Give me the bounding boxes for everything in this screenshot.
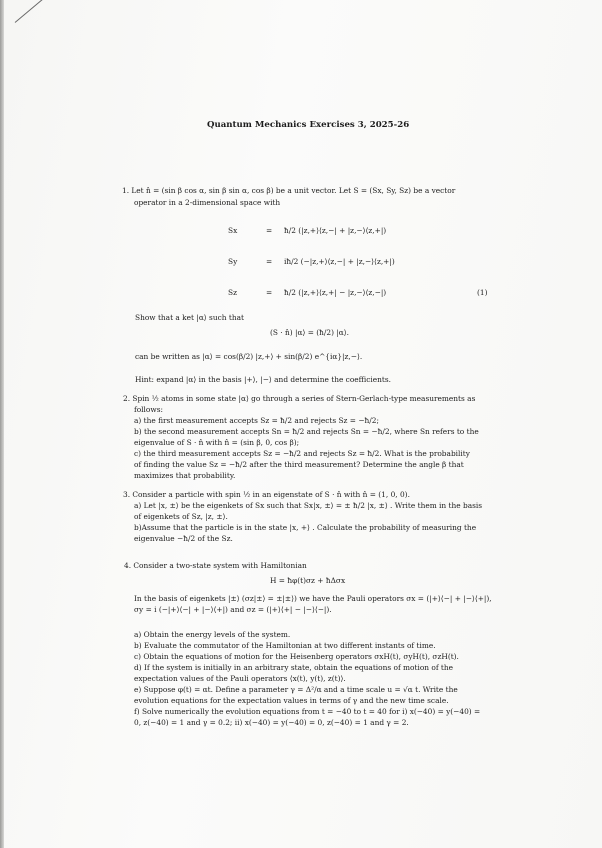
problem-1-line-2: operator in a 2-dimensional space with [134,198,281,207]
problem-4-hamiltonian: H = ħφ(t)σz + ħΔσx [270,576,346,585]
problem-4-line-1: 4. Consider a two-state system with Hamiltonian [124,561,307,570]
problem-2-line-1: 2. Spin ½ atoms in some state |α⟩ go through a series of Stern-Gerlach-type measurements as [123,394,476,403]
problem-1-line-1: 1. Let n̂ = (sin β cos α, sin β sin α, cos β) be a unit vector. Let S = (Sx, Sy, Sz) be a vector [122,186,456,195]
equation-sz-lhs: Sz [228,288,237,297]
problem-4-item-b: b) Evaluate the commutator of the Hamiltonian at two different instants of time. [134,641,436,650]
problem-4-item-f-line-2: 0, z(−40) = 1 and γ = 0.2; ii) x(−40) = y(−40) = 0, z(−40) = 1 and γ = 2. [134,718,409,727]
problem-1-hint: Hint: expand |α⟩ in the basis |+⟩, |−⟩ and determine the coefficients. [135,375,392,384]
equation-sx: Sx = ħ/2 (|z,+⟩⟨z,−| + |z,−⟩⟨z,+|) [228,226,387,235]
equation-number: (1) [477,288,488,297]
page-edge-shadow [0,0,4,848]
problem-1-eigen-equation: (S · n̂) |α⟩ = (ħ/2) |α⟩. [270,328,350,337]
problem-4-line-3: σy = i (−|+⟩⟨−| + |−⟩⟨+|) and σz = (|+⟩⟨+| − |−⟩⟨−|). [134,605,332,614]
problem-4-item-a: a) Obtain the energy levels of the system. [134,630,291,639]
equation-sy: Sy = iħ/2 (−|z,+⟩⟨z,−| + |z,−⟩⟨z,+|) [228,257,395,266]
problem-4-line-2: In the basis of eigenkets |±⟩ (σz|±⟩ = ±|±⟩) we have the Pauli operators σx = (|+⟩⟨−| + |−⟩⟨+|), [134,594,492,603]
equation-sy-rhs: iħ/2 (−|z,+⟩⟨z,−| + |z,−⟩⟨z,+|) [284,257,395,266]
problem-1-show: Show that a ket |α⟩ such that [135,313,244,322]
problem-2-line-5: eigenvalue of S · n̂ with n̂ = (sin β, 0, cos β); [134,438,300,447]
equation-sy-lhs: Sy [228,257,238,266]
problem-4-item-d-line-1: d) If the system is initially in an arbitrary state, obtain the equations of motion of the [134,663,454,672]
problem-3-line-3: of eigenkets of Sz, |z, ±⟩. [134,512,228,521]
problem-3-line-4: b)Assume that the particle is in the state |x, +⟩ . Calculate the probability of measuring the [134,523,477,532]
problem-4-item-d-line-2: expectation values of the Pauli operators ⟨x(t), y(t), z(t)⟩. [134,674,346,683]
problem-2-line-6: c) the third measurement accepts Sz = −ħ/2 and rejects Sz = ħ/2. What is the probability [134,449,470,458]
pen-mark [15,0,45,23]
page-title: Quantum Mechanics Exercises 3, 2025-26 [207,120,410,130]
equation-sx-rhs: ħ/2 (|z,+⟩⟨z,−| + |z,−⟩⟨z,+|) [284,226,387,235]
problem-4-item-e-line-2: evolution equations for the expectation values in terms of γ and the new time scale. [134,696,449,705]
problem-3-line-2: a) Let |x, ±⟩ be the eigenkets of Sx such that Sx|x, ±⟩ = ± ħ/2 |x, ±⟩ . Write them in the basis [134,501,483,510]
equation-sx-lhs: Sx [228,226,238,235]
problem-2-line-2: follows: [134,405,163,414]
equation-sz: Sz = ħ/2 (|z,+⟩⟨z,+| − |z,−⟩⟨z,−|) [228,288,387,297]
equation-sz-rhs: ħ/2 (|z,+⟩⟨z,+| − |z,−⟩⟨z,−|) [284,288,387,297]
problem-3-line-1: 3. Consider a particle with spin ½ in an eigenstate of S · n̂ with n̂ = (1, 0, 0). [123,490,410,499]
problem-2-line-8: maximizes that probability. [134,471,236,480]
problem-2-line-4: b) the second measurement accepts Sn = ħ/2 and rejects Sn = −ħ/2, where Sn refers to the [134,427,479,436]
problem-2-line-3: a) the first measurement accepts Sz = ħ/2 and rejects Sz = −ħ/2; [134,416,379,425]
problem-1-written: can be written as |α⟩ = cos(β/2) |z,+⟩ + sin(β/2) e^{iα}|z,−⟩. [135,352,363,361]
problem-4-item-f-line-1: f) Solve numerically the evolution equations from t = −40 to t = 40 for i) x(−40) = y(−40) = [134,707,481,716]
problem-4-item-c: c) Obtain the equations of motion for the Heisenberg operators σxH(t), σyH(t), σzH(t). [134,652,459,661]
problem-4-item-e-line-1: e) Suppose φ(t) = αt. Define a parameter γ = Δ²/α and a time scale u = √α t. Write the [134,685,458,694]
problem-2-line-7: of finding the value Sz = −ħ/2 after the third measurement? Determine the angle β that [134,460,464,469]
problem-3-line-5: eigenvalue −ħ/2 of the Sz. [134,534,233,543]
